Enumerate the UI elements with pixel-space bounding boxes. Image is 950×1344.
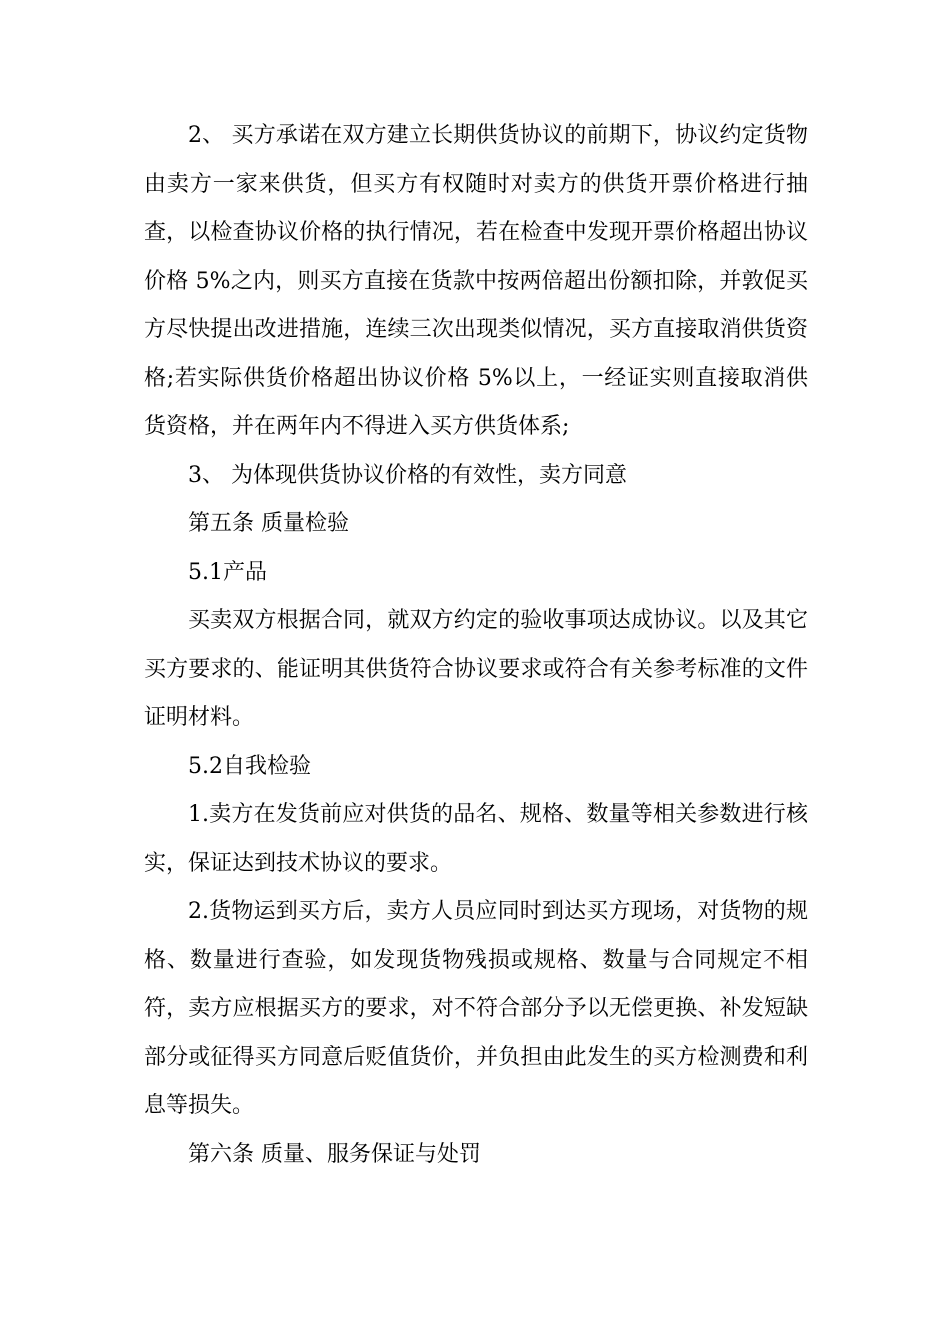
heading-article-6: 第六条 质量、服务保证与处罚 [188, 1141, 481, 1167]
document-body [144, 112, 808, 1179]
heading-article-5: 第五条 质量检验 [188, 511, 349, 536]
paragraph-clause-4-2: 2、 买方承诺在双方建立长期供货协议的前期下，协议约定货物由卖方一家来供货，但买方有权随时对卖方的供货开票价格进行抽查，以检查协议价格的执行情况，若在检查中发现开票价格超出协议价格 5%之内，则买方直接在货款中按两倍超出份额扣除，并敦促买方尽快提出改进措施，连续三次出现类似情况，买方直接取消供货资格;若实际供货价格超出协议价格 5%以上，一经证实则直接取消供货资格，并在两年内不得进入买方供货体系; [144, 123, 808, 439]
paragraph-5-2-item-1: 1.卖方在发货前应对供货的品名、规格、数量等相关参数进行核实，保证达到技术协议的要求。 [144, 802, 808, 876]
paragraph-5-1-body: 买卖双方根据合同，就双方约定的验收事项达成协议。以及其它买方要求的、能证明其供货符合协议要求或符合有关参考标准的文件证明材料。 [144, 608, 808, 730]
heading-5-1: 5.1产品 [188, 559, 267, 585]
paragraph-5-2-item-2: 2.货物运到买方后，卖方人员应同时到达买方现场，对货物的规格、数量进行查验，如发现货物残损或规格、数量与合同规定不相符，卖方应根据买方的要求，对不符合部分予以无偿更换、补发短缺部分或征得买方同意后贬值货价，并负担由此发生的买方检测费和利息等损失。 [144, 899, 808, 1118]
heading-5-2: 5.2自我检验 [188, 753, 311, 779]
paragraph-clause-4-3: 3、 为体现供货协议价格的有效性，卖方同意 [188, 462, 627, 488]
